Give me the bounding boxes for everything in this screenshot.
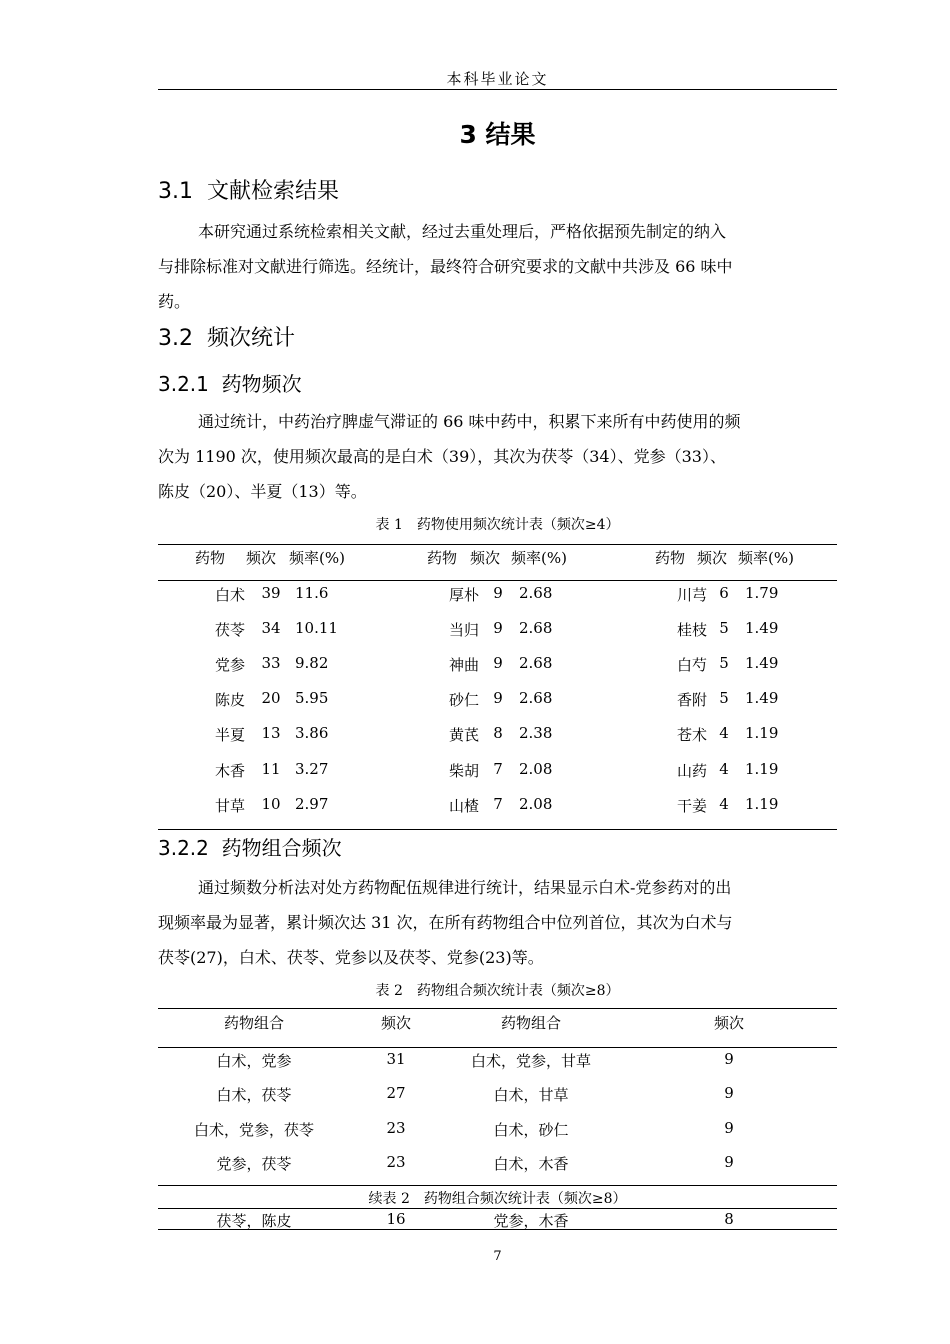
- table-1-rate: 2.68: [519, 654, 553, 673]
- table-1-rate: 9.82: [295, 654, 329, 673]
- section-title: 文献检索结果: [207, 179, 340, 204]
- table-1-rate: 1.49: [745, 689, 779, 708]
- table-1-drug-name: 白术: [214, 586, 245, 604]
- table-1-frequency: 20: [261, 689, 281, 708]
- table-1-frequency: 9: [493, 584, 503, 602]
- section-number: 3.2.2: [158, 836, 209, 860]
- table-1-rate: 5.95: [295, 689, 329, 708]
- table-1-rate: 2.08: [519, 759, 553, 778]
- table-1-column-header: 药物: [427, 549, 458, 567]
- table-2-continued-caption: 续表 2 药物组合频次统计表（频次≥8）: [368, 1191, 627, 1207]
- table-1-frequency: 33: [261, 654, 281, 673]
- table-2-frequency: 8: [724, 1210, 734, 1228]
- table-2-frequency: 31: [386, 1050, 406, 1068]
- table-1-frequency: 9: [493, 689, 503, 708]
- table-2-combination: 白术，木香: [493, 1154, 569, 1173]
- table-2-combination: 党参，木香: [493, 1212, 569, 1230]
- table-1-drug-name: 干姜: [676, 796, 707, 815]
- paragraph-line: 与排除标准对文献进行筛选。经统计，最终符合研究要求的文献中共涉及 66 味中: [158, 257, 733, 276]
- table-1-rate: 1.49: [745, 654, 779, 673]
- table-1-drug-name: 柴胡: [448, 761, 479, 780]
- table-1-drug-name: 半夏: [214, 726, 245, 745]
- table-1-frequency: 34: [261, 619, 281, 638]
- section-title: 频次统计: [207, 326, 296, 351]
- section-3-1-paragraph: [158, 214, 837, 319]
- table-1-drug-name: 木香: [214, 761, 245, 780]
- table-2-column-header: 频次: [713, 1014, 744, 1032]
- table-1-rate: 2.68: [519, 619, 553, 638]
- table-2-frequency: 27: [386, 1084, 406, 1103]
- table-2-combination: 白术，党参: [216, 1052, 292, 1070]
- table-1-frequency: 7: [493, 759, 503, 778]
- table-1-rate: 1.79: [745, 584, 779, 602]
- table-2-column-header: 频次: [380, 1014, 411, 1032]
- table-1-frequency: 4: [719, 759, 729, 778]
- table-2-frequency: 23: [386, 1118, 406, 1137]
- table-2-continued-bottom-rule: [158, 1229, 837, 1230]
- paragraph-line: 现频率最为显著，累计频次达 31 次，在所有药物组合中位列首位，其次为白术与: [158, 913, 733, 932]
- section-3-2-2-heading: [158, 832, 342, 861]
- table-1-frequency: 4: [719, 794, 729, 813]
- section-title: 药物频次: [221, 372, 302, 396]
- table-2-combination: 白术，党参，甘草: [470, 1052, 591, 1070]
- table-1-rate: 11.6: [295, 584, 329, 602]
- section-3-2-2-paragraph: [158, 870, 837, 975]
- table-1-frequency: 5: [719, 619, 729, 638]
- table-1-rate: 1.19: [745, 794, 779, 813]
- table-2-frequency: 9: [724, 1152, 734, 1171]
- header-rule: [158, 89, 837, 90]
- running-header: 本科毕业论文: [446, 70, 549, 88]
- table-1-rate: 1.49: [745, 619, 779, 638]
- table-1-drug-name: 陈皮: [214, 691, 245, 710]
- table-1-drug-name: 当归: [448, 621, 479, 640]
- table-2-combination: 白术，茯苓: [216, 1086, 292, 1105]
- table-1-frequency: 6: [719, 584, 729, 602]
- table-1-drug-name: 神曲: [448, 656, 479, 675]
- table-1-drug-name: 山药: [676, 761, 707, 780]
- table-1-frequency: 39: [261, 584, 281, 602]
- table-2-frequency: 23: [386, 1152, 406, 1171]
- paragraph-line: 通过频数分析法对处方药物配伍规律进行统计，结果显示白术-党参药对的出: [198, 878, 732, 897]
- table-1-rate: 1.19: [745, 759, 779, 778]
- section-3-1-heading: [158, 174, 339, 205]
- table-1-frequency: 5: [719, 654, 729, 673]
- table-1-column-header: 频次: [246, 549, 277, 567]
- table-1-drug-name: 黄芪: [448, 726, 479, 745]
- section-title: 药物组合频次: [221, 836, 342, 860]
- table-1-frequency: 9: [493, 619, 503, 638]
- table-2-frequency: 9: [724, 1118, 734, 1137]
- table-1-drug-name: 桂枝: [676, 621, 707, 640]
- table-1-drug-name: 山楂: [448, 796, 479, 815]
- table-2-combination: 白术，党参，茯苓: [193, 1120, 314, 1139]
- table-1-drug-name: 香附: [676, 691, 707, 710]
- table-1-rate: 2.68: [519, 689, 553, 708]
- chapter-title: 3 结果: [459, 120, 536, 149]
- table-1-rate: 2.97: [295, 794, 329, 813]
- table-1-column-header: 药物: [195, 549, 226, 567]
- paragraph-line: 次为 1190 次，使用频次最高的是白术（39），其次为茯苓（34）、党参（33）、: [158, 447, 726, 466]
- table-1-drug-name: 党参: [214, 656, 245, 675]
- section-3-2-1-heading: [158, 368, 302, 397]
- section-number: 3.2: [158, 326, 193, 351]
- table-2-column-header: 药物组合: [223, 1014, 284, 1032]
- paragraph-line: 通过统计，中药治疗脾虚气滞证的 66 味中药中，积累下来所有中药使用的频: [198, 412, 741, 431]
- table-2-top-rule: [158, 1008, 837, 1009]
- table-1-rate: 3.27: [295, 759, 329, 778]
- paragraph-line: 茯苓(27)，白术、茯苓、党参以及茯苓、党参(23)等。: [158, 948, 544, 967]
- section-number: 3.1: [158, 179, 193, 204]
- table-1-rate: 10.11: [295, 619, 338, 638]
- table-2-frequency: 16: [386, 1210, 406, 1228]
- table-1-header-rule: [158, 580, 837, 581]
- table-2-combination: 茯苓，陈皮: [216, 1212, 292, 1230]
- table-1-rate: 2.08: [519, 794, 553, 813]
- table-1-top-rule: [158, 544, 837, 545]
- table-2-combination: 白术，砂仁: [493, 1120, 569, 1139]
- table-1-caption: 表 1 药物使用频次统计表（频次≥4）: [375, 517, 620, 533]
- table-1-rate: 3.86: [295, 724, 329, 743]
- section-3-2-heading: [158, 321, 295, 352]
- paragraph-line: 陈皮（20）、半夏（13）等。: [158, 482, 367, 501]
- table-1-frequency: 5: [719, 689, 729, 708]
- table-1-frequency: 13: [261, 724, 281, 743]
- table-1-drug-name: 苍术: [676, 726, 707, 745]
- table-1-column-header: 药物: [655, 549, 686, 567]
- table-1-column-header: 频率(%): [289, 549, 345, 567]
- table-1-column-header: 频率(%): [738, 549, 794, 567]
- table-1-rate: 2.68: [519, 584, 553, 602]
- table-2-continued-header-rule: [158, 1208, 837, 1209]
- table-1-rate: 2.38: [519, 724, 553, 743]
- table-1-frequency: 8: [493, 724, 503, 743]
- page-number: 7: [493, 1249, 502, 1264]
- table-2-combination: 党参，茯苓: [216, 1154, 292, 1173]
- table-2-column-header: 药物组合: [500, 1014, 561, 1032]
- table-1-drug-name: 茯苓: [214, 621, 245, 640]
- table-2-header-rule: [158, 1047, 837, 1048]
- table-2-caption: 表 2 药物组合频次统计表（频次≥8）: [375, 983, 620, 999]
- table-1-frequency: 9: [493, 654, 503, 673]
- table-1-column-header: 频次: [470, 549, 501, 567]
- table-1-drug-name: 甘草: [214, 796, 245, 815]
- table-1-bottom-rule: [158, 829, 837, 830]
- table-2-bottom-rule: [158, 1185, 837, 1186]
- table-2-frequency: 9: [724, 1084, 734, 1103]
- paragraph-line: 药。: [158, 292, 191, 311]
- table-1-rate: 1.19: [745, 724, 779, 743]
- table-1-column-header: 频率(%): [511, 549, 567, 567]
- table-1-frequency: 4: [719, 724, 729, 743]
- section-3-2-1-paragraph: [158, 404, 837, 509]
- table-1-frequency: 7: [493, 794, 503, 813]
- section-number: 3.2.1: [158, 372, 209, 396]
- table-1-column-header: 频次: [697, 549, 728, 567]
- table-1-drug-name: 川芎: [676, 586, 707, 604]
- table-1-frequency: 10: [261, 794, 281, 813]
- table-1-drug-name: 白芍: [676, 656, 707, 675]
- paragraph-line: 本研究通过系统检索相关文献，经过去重处理后，严格依据预先制定的纳入: [198, 222, 727, 241]
- table-1-drug-name: 砂仁: [448, 691, 479, 710]
- table-1-frequency: 11: [261, 759, 281, 778]
- table-2-frequency: 9: [724, 1050, 734, 1068]
- table-1-drug-name: 厚朴: [448, 586, 479, 604]
- table-2-combination: 白术，甘草: [493, 1086, 569, 1105]
